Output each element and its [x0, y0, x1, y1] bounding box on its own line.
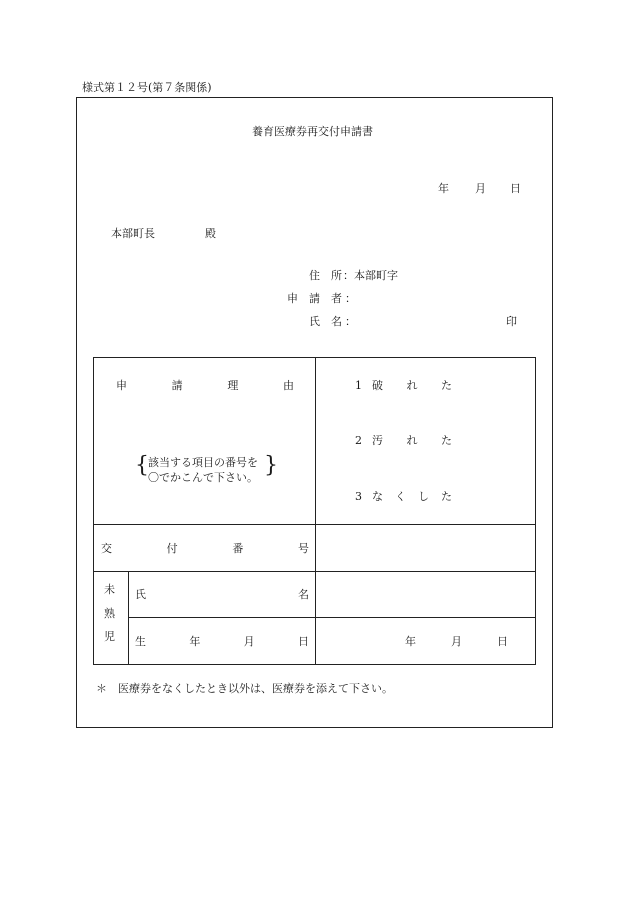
date-month-label: 月 [475, 182, 486, 195]
infant-label-1: 未 [104, 583, 115, 596]
note-line-2: 〇でかこんで下さい。 [148, 471, 258, 484]
seal-mark: 印 [506, 315, 517, 328]
birth-year-unit: 年 [405, 635, 416, 648]
option-1-text: 破 れ た [372, 379, 452, 392]
table-line-left [93, 357, 94, 665]
form-number: 様式第１２号(第７条関係) [82, 81, 212, 94]
applicant-colon: ： [345, 292, 356, 305]
left-brace-icon: { [135, 453, 149, 478]
date-day-label: 日 [510, 182, 521, 195]
option-2-text: 汚 れ た [372, 434, 452, 447]
name-label: 氏 名 [309, 315, 342, 328]
addressee-name: 本部町長 [111, 227, 155, 240]
applicant-label: 申 請 者 [287, 292, 342, 305]
right-brace-icon: } [264, 453, 278, 478]
address-label: 住 所 [309, 269, 342, 282]
table-line-3 [128, 617, 536, 618]
form-title: 養育医療券再交付申請書 [252, 125, 373, 138]
birth-date-label: 生 年 月 日 [135, 635, 309, 648]
option-3-number: 3 [355, 490, 362, 503]
table-line-right [535, 357, 536, 665]
name-colon: ： [345, 315, 356, 328]
footnote: ＊ 医療券をなくしたとき以外は、医療券を添えて下さい。 [96, 682, 393, 695]
infant-label-2: 熟 [104, 607, 115, 620]
option-1-number: 1 [355, 379, 362, 392]
addressee-honorific: 殿 [205, 227, 216, 240]
infant-label-3: 児 [104, 630, 115, 643]
date-year-label: 年 [438, 182, 449, 195]
note-line-1: 該当する項目の番号を [148, 456, 258, 469]
birth-day-unit: 日 [497, 635, 508, 648]
option-2-number: 2 [355, 434, 362, 447]
table-line-infant [128, 571, 129, 665]
address-value: ：本部町字 [343, 269, 398, 282]
table-line-middle [315, 357, 316, 665]
option-3-text: な く し た [372, 490, 452, 503]
birth-month-unit: 月 [451, 635, 462, 648]
infant-name-label: 氏 名 [135, 588, 309, 601]
reason-label: 申 請 理 由 [116, 379, 294, 392]
issue-number-label: 交 付 番 号 [101, 542, 309, 555]
